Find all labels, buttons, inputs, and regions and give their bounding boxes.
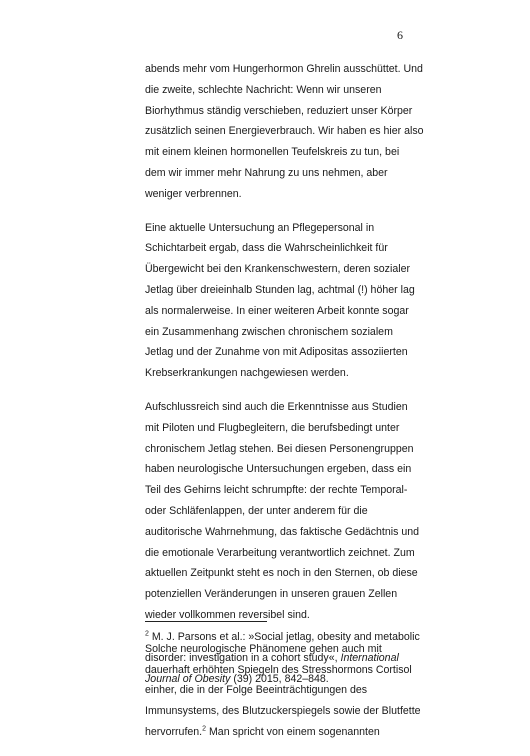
- text-line: weniger verbrennen.: [145, 187, 242, 200]
- text-segment: Man spricht von einem sogenannten: [206, 725, 380, 738]
- text-line: als normalerweise. In einer weiteren Arbeit konnte sogar: [145, 304, 409, 317]
- footnote-reference[interactable]: 2: [202, 725, 207, 733]
- text-line: ein Zusammenhang zwischen chronischem sozialem: [145, 325, 393, 338]
- footnote-line: [145, 627, 435, 648]
- text-line: Krebserkrankungen nachgewiesen werden.: [145, 367, 349, 380]
- text-line: chronischem Jetlag stehen. Bei diesen Personengruppen: [145, 442, 414, 455]
- text-line: die emotionale Verarbeitung verantwortlich zeichnet. Zum: [145, 546, 415, 559]
- text-line: auditorische Wahrnehmung, das faktische Gedächtnis und: [145, 525, 420, 538]
- text-line: Solche neurologische Phänomene gehen auch mit: [145, 642, 382, 655]
- text-line: Immunsystems, des Blutzuckerspiegels sowie der Blutfette: [145, 705, 421, 718]
- text-line: die zweite, schlechte Nachricht: Wenn wir unseren: [145, 83, 382, 96]
- text-line: dauerhaft erhöhten Spiegeln des Stresshormons Cortisol: [145, 663, 412, 676]
- text-line: mit einem kleinen hormonellen Teufelskreis zu tun, bei: [145, 146, 400, 159]
- footnote-journal: Journal of Obesity: [145, 672, 231, 685]
- footnote-separator: [145, 621, 267, 622]
- text-line: potenziellen Veränderungen in unseren grauen Zellen: [145, 588, 398, 601]
- text-line: [145, 722, 429, 743]
- text-line: dem wir immer mehr Nahrung zu uns nehmen, aber: [145, 166, 388, 179]
- footnote-text: (39) 2015, 842–848.: [230, 672, 329, 685]
- text-line: einher, die in der Folge Beeinträchtigungen des: [145, 684, 368, 697]
- footnote-text: disorder: investigation in a cohort study«,: [145, 651, 341, 664]
- text-line: Übergewicht bei den Krankenschwestern, deren sozialer: [145, 263, 410, 276]
- text-line: Aufschlussreich sind auch die Erkenntnisse aus Studien: [145, 400, 408, 413]
- footnote-line: [145, 648, 435, 669]
- text-line: Schichtarbeit ergab, dass die Wahrscheinlichkeit für: [145, 242, 388, 255]
- text-line: aktuellen Zeitpunkt steht es noch in den Sternen, ob diese: [145, 567, 418, 580]
- footnote-journal: International: [340, 651, 399, 664]
- text-line: mit Piloten und Flugbegleitern, die berufsbedingt unter: [145, 421, 400, 434]
- text-line: Teil des Gehirns leicht schrumpfte: der rechte Temporal-: [145, 484, 408, 497]
- footnote-marker: 2: [145, 630, 149, 638]
- text-segment: hervorrufen.: [145, 725, 203, 738]
- text-line: zusätzlich seinen Energieverbrauch. Wir haben es hier also: [145, 125, 424, 138]
- footnote: [145, 627, 435, 689]
- text-line: haben neurologische Untersuchungen ergeben, dass ein: [145, 463, 412, 476]
- text-line: wieder vollkommen reversibel sind.: [145, 608, 310, 621]
- paragraph: [145, 218, 429, 384]
- text-line: Jetlag und der Zunahme von mit Adipositas assoziierten: [145, 346, 408, 359]
- text-line: Eine aktuelle Untersuchung an Pflegepersonal in: [145, 221, 375, 234]
- text-line: Jetlag über dreieinhalb Stunden lag, achtmal (!) höher lag: [145, 283, 415, 296]
- text-line: Biorhythmus ständig verschieben, reduziert unser Körper: [145, 104, 413, 117]
- footnote-text: M. J. Parsons et al.: »Social jetlag, obesity and metabolic: [148, 631, 420, 643]
- page-number: 6: [397, 28, 403, 42]
- paragraph: [145, 59, 429, 205]
- footnote-line: [145, 669, 435, 690]
- text-line: oder Schläfenlappen, der unter anderem für die: [145, 504, 368, 517]
- text-line: abends mehr vom Hungerhormon Ghrelin ausschüttet. Und: [145, 63, 423, 75]
- paragraph: [145, 397, 429, 626]
